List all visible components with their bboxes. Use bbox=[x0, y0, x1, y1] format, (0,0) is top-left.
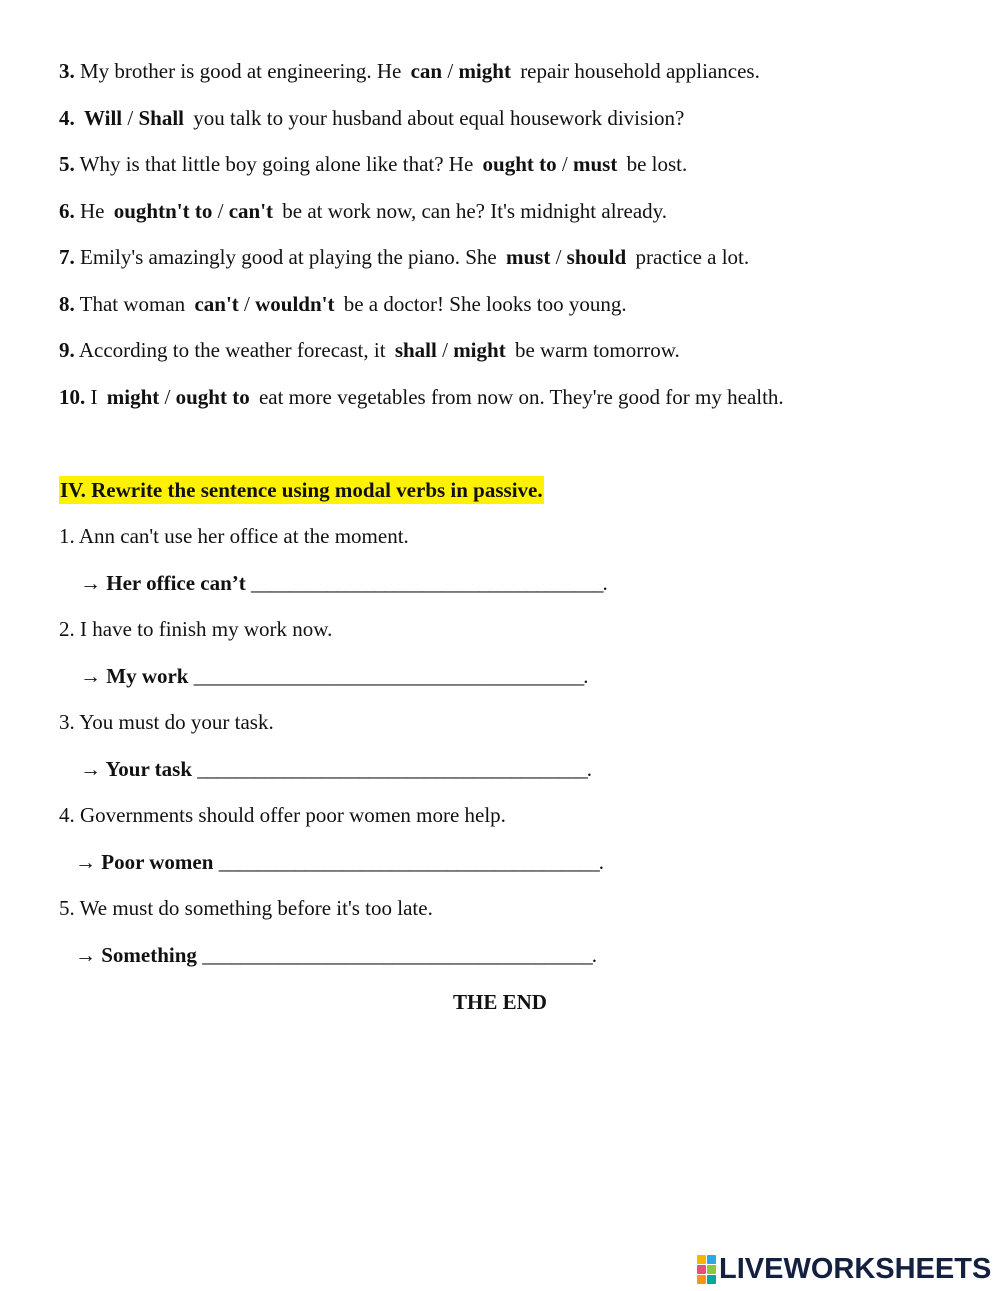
answer-prompt: → Poor women bbox=[75, 850, 214, 874]
question-3 bbox=[59, 57, 760, 85]
rewrite-sentence-1: 1. Ann can't use her office at the moment. bbox=[59, 524, 409, 548]
option-1[interactable]: Will bbox=[84, 106, 123, 130]
question-text-after: eat more vegetables from now on. They're good for my health. bbox=[258, 385, 784, 409]
question-number: 3. bbox=[59, 59, 75, 83]
logo-block bbox=[697, 1255, 706, 1264]
question-number: 7. bbox=[59, 245, 75, 269]
question-text-before: Emily's amazingly good at playing the piano. She bbox=[80, 245, 497, 269]
option-1[interactable]: might bbox=[106, 385, 160, 409]
logo-block bbox=[707, 1265, 716, 1274]
question-9 bbox=[59, 336, 680, 364]
question-text-before: According to the weather forecast, it bbox=[78, 338, 386, 362]
logo-block bbox=[697, 1265, 706, 1274]
option-2[interactable]: Shall bbox=[138, 106, 184, 130]
option-1[interactable]: ought to bbox=[482, 152, 557, 176]
question-number: 6. bbox=[59, 199, 75, 223]
rewrite-sentence-5: 5. We must do something before it's too late. bbox=[59, 896, 433, 920]
question-number: 9. bbox=[59, 338, 75, 362]
answer-prompt: → Something bbox=[75, 943, 197, 967]
answer-blank[interactable]: _________________________________________ bbox=[202, 943, 592, 967]
question-5 bbox=[59, 150, 687, 178]
option-2[interactable]: can't bbox=[228, 199, 274, 223]
logo-text: LIVEWORKSHEETS bbox=[719, 1253, 992, 1285]
separator: / bbox=[555, 245, 562, 269]
separator: / bbox=[127, 106, 134, 130]
separator: / bbox=[217, 199, 224, 223]
separator: / bbox=[164, 385, 171, 409]
logo-block bbox=[697, 1275, 706, 1284]
question-10 bbox=[59, 383, 784, 411]
answer-end: . bbox=[602, 571, 607, 595]
liveworksheets-logo bbox=[697, 1253, 991, 1286]
section-heading-text: IV. Rewrite the sentence using modal verbs in passive. bbox=[60, 478, 543, 502]
option-1[interactable]: oughtn't to bbox=[113, 199, 213, 223]
question-text-before: Why is that little boy going alone like that? He bbox=[79, 152, 474, 176]
rewrite-sentence-2: 2. I have to finish my work now. bbox=[59, 617, 333, 641]
the-end-text: THE END bbox=[453, 990, 547, 1014]
question-number: 4. bbox=[59, 106, 75, 130]
logo-block bbox=[707, 1275, 716, 1284]
option-2[interactable]: might bbox=[458, 59, 511, 83]
question-4 bbox=[59, 104, 684, 132]
rewrite-answer-2 bbox=[80, 662, 588, 690]
question-text-after: be warm tomorrow. bbox=[514, 338, 680, 362]
question-text-before: That woman bbox=[79, 292, 186, 316]
separator: / bbox=[244, 292, 250, 316]
option-2[interactable]: wouldn't bbox=[255, 292, 335, 316]
answer-end: . bbox=[583, 664, 588, 688]
answer-blank[interactable]: ________________________________________ bbox=[218, 850, 599, 874]
question-text-after: be at work now, can he? It's midnight already. bbox=[282, 199, 668, 223]
separator: / bbox=[447, 59, 454, 83]
answer-prompt: → My work bbox=[80, 664, 189, 688]
answer-end: . bbox=[591, 943, 596, 967]
answer-blank[interactable]: _________________________________________ bbox=[193, 664, 584, 688]
option-2[interactable]: ought to bbox=[175, 385, 250, 409]
question-text-before: I bbox=[90, 385, 98, 409]
section-heading bbox=[59, 476, 544, 504]
answer-blank[interactable]: _____________________________________ bbox=[251, 571, 603, 595]
answer-end: . bbox=[598, 850, 603, 874]
rewrite-answer-4 bbox=[75, 848, 603, 876]
question-text-after: be a doctor! She looks too young. bbox=[343, 292, 627, 316]
answer-end: . bbox=[586, 757, 592, 781]
question-text-before: My brother is good at engineering. He bbox=[80, 59, 402, 83]
rewrite-sentence-3: 3. You must do your task. bbox=[59, 710, 274, 734]
option-1[interactable]: must bbox=[505, 245, 551, 269]
question-text-after: repair household appliances. bbox=[520, 59, 760, 83]
option-2[interactable]: should bbox=[566, 245, 627, 269]
question-number: 10. bbox=[59, 385, 86, 409]
answer-prompt: → Your task bbox=[80, 757, 193, 781]
rewrite-sentence-4: 4. Governments should offer poor women more help. bbox=[59, 803, 506, 827]
question-text-after: practice a lot. bbox=[635, 245, 750, 269]
question-number: 5. bbox=[59, 152, 75, 176]
option-2[interactable]: must bbox=[573, 152, 618, 176]
liveworksheets-logo-icon bbox=[697, 1255, 716, 1284]
option-1[interactable]: can bbox=[410, 59, 443, 83]
separator: / bbox=[442, 338, 448, 362]
option-2[interactable]: might bbox=[453, 338, 506, 362]
option-1[interactable]: can't bbox=[194, 292, 239, 316]
separator: / bbox=[561, 152, 568, 176]
logo-block bbox=[707, 1255, 716, 1264]
question-7 bbox=[59, 243, 749, 271]
question-text-before: He bbox=[80, 199, 105, 223]
answer-prompt: → Her office can’t bbox=[80, 571, 246, 595]
rewrite-answer-3 bbox=[80, 755, 591, 783]
rewrite-answer-1 bbox=[80, 569, 607, 597]
question-text-after: be lost. bbox=[626, 152, 688, 176]
question-6 bbox=[59, 197, 667, 225]
question-text-after: you talk to your husband about equal housework division? bbox=[193, 106, 685, 130]
rewrite-answer-5 bbox=[75, 941, 596, 969]
question-number: 8. bbox=[59, 292, 75, 316]
option-1[interactable]: shall bbox=[394, 338, 437, 362]
answer-blank[interactable]: _________________________________________ bbox=[197, 757, 587, 781]
question-8 bbox=[59, 290, 627, 318]
